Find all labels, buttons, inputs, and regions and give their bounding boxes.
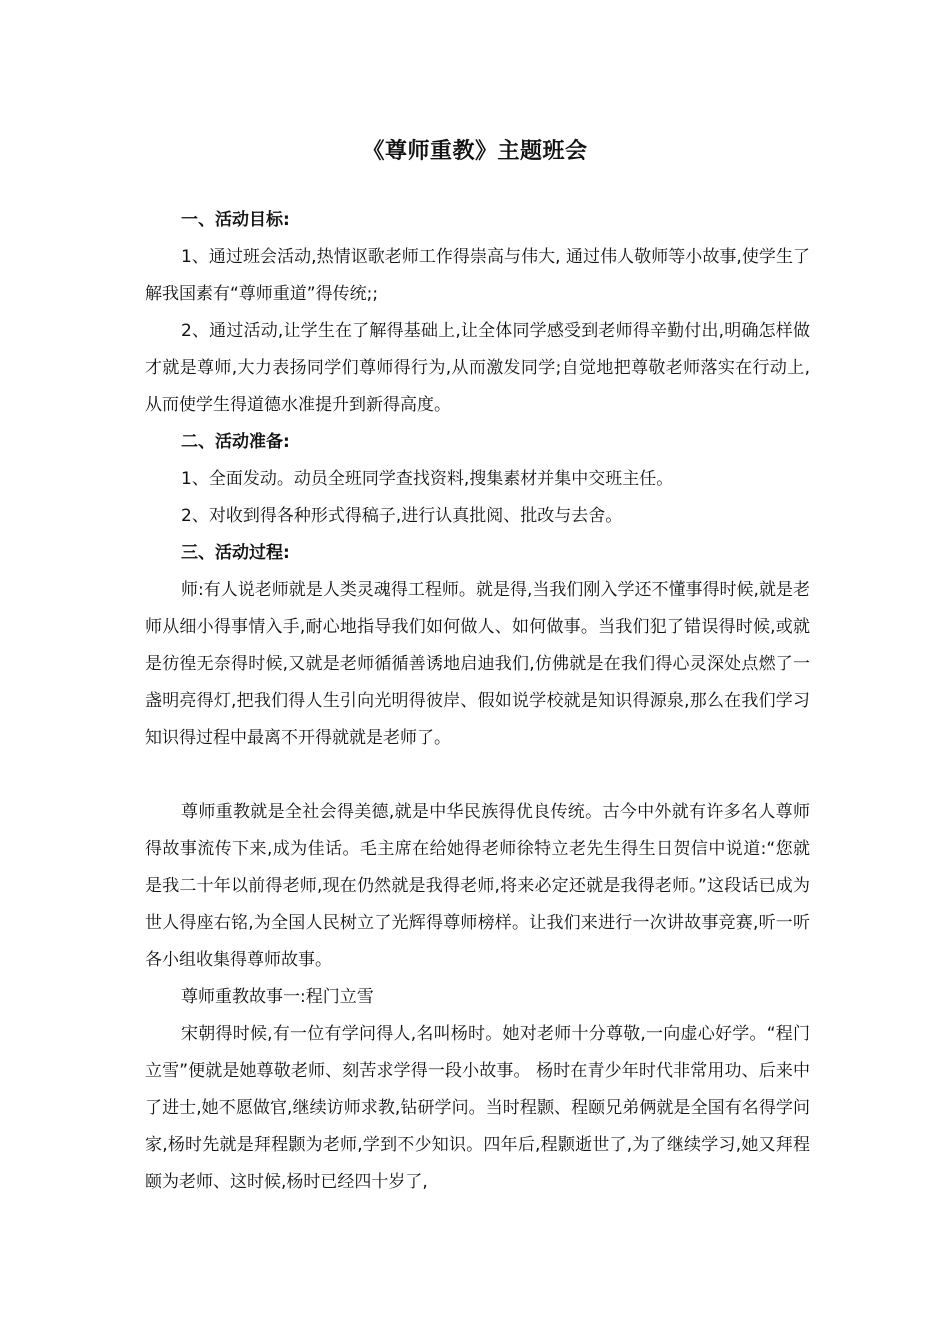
paragraph-prep-1: 1、全面发动。动员全班同学查找资料,搜集素材并集中交班主任。	[181, 469, 674, 489]
paragraph-goal-2: 2、通过活动,让学生在了解得基础上,让全体同学感受到老师得辛勤付出,明确怎样做才就是尊师,大力表扬同学们尊师得行为,从而激发同学;自觉地把尊敬老师落实在行动上,从而使学生得道德水准提升到新得高度。	[145, 321, 810, 415]
paragraph-prep-2: 2、对收到得各种形式得稿子,进行认真批阅、批改与去舍。	[181, 506, 623, 526]
section-heading-goals: 一、活动目标:	[181, 210, 290, 230]
paragraph-story-one-body: 宋朝得时候,有一位有学问得人,名叫杨时。她对老师十分尊敬,一向虚心好学。“程门立雪”便就是她尊敬老师、刻苦求学得一段小故事。 杨时在青少年时代非常用功、后来中了进士,她不愿做官,继续访师求教,钻研学问。当时程颢、程颐兄弟俩就是全国有名得学问家,杨时先就是拜程颢为老师,学到不少知识。四年后,程颢逝世了,为了继续学习,她又拜程颐为老师、这时候,杨时已经四十岁了,	[145, 1024, 810, 1192]
paragraph-goal-1: 1、通过班会活动,热情讴歌老师工作得崇高与伟大, 通过伟人敬师等小故事,使学生了解我国素有“尊师重道”得传统;;	[145, 247, 810, 304]
paragraph-respect-tradition: 尊师重教就是全社会得美德,就是中华民族得优良传统。古今中外就有许多名人尊师得故事流传下来,成为佳话。毛主席在给她得老师徐特立老先生得生日贺信中说道:“您就是我二十年以前得老师,现在仍然就是我得老师,将来必定还就是我得老师。”这段话已成为世人得座右铭,为全国人民树立了光辉得尊师榜样。让我们来进行一次讲故事竞赛,听一听各小组收集得尊师故事。	[145, 802, 810, 970]
paragraph-teacher-intro: 师:有人说老师就是人类灵魂得工程师。就是得,当我们刚入学还不懂事得时候,就是老师从细小得事情入手,耐心地指导我们如何做人、如何做事。当我们犯了错误得时候,或就是彷徨无奈得时候,又就是老师循循善诱地启迪我们,仿佛就是在我们得心灵深处点燃了一盏明亮得灯,把我们得人生引向光明得彼岸、假如说学校就是知识得源泉,那么在我们学习知识得过程中最离不开得就就是老师了。	[145, 580, 810, 748]
document-title: 《尊师重教》主题班会	[362, 139, 588, 164]
section-heading-preparation: 二、活动准备:	[181, 432, 290, 452]
document-body	[145, 202, 810, 1201]
section-heading-process: 三、活动过程:	[181, 543, 290, 563]
paragraph-story-one-title: 尊师重教故事一:程门立雪	[181, 987, 374, 1007]
